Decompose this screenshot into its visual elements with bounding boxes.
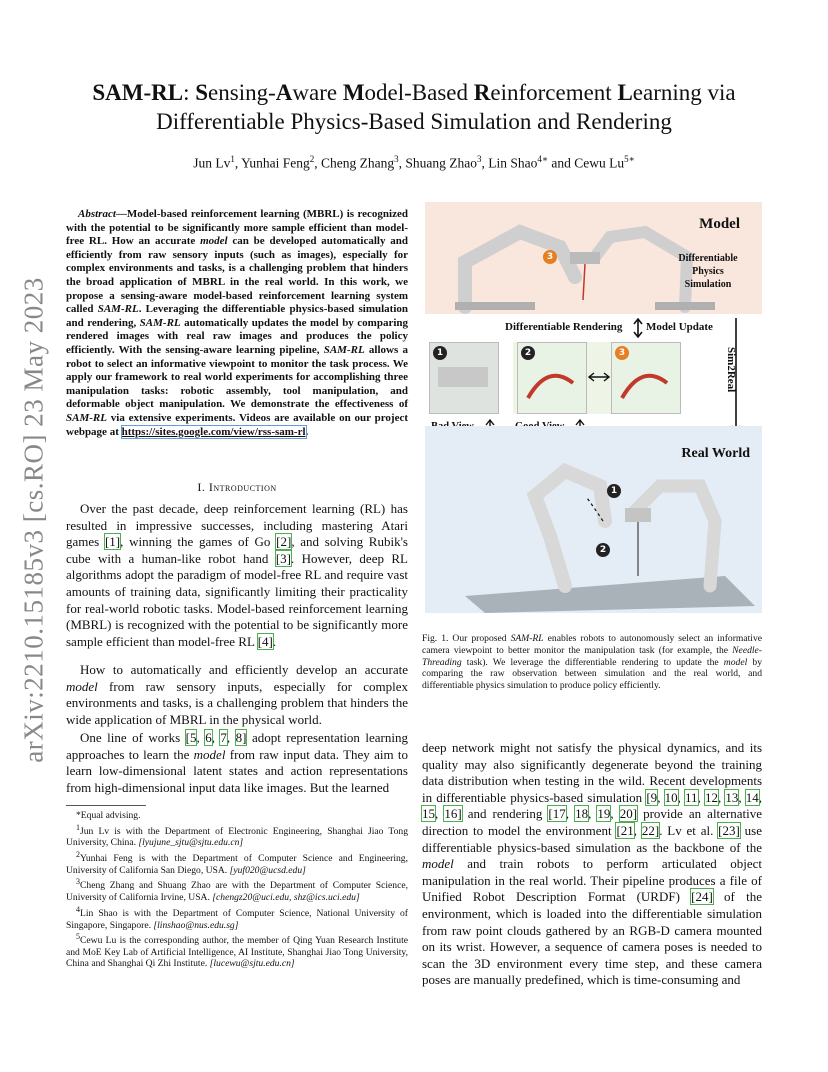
- author: Cheng Zhang: [321, 155, 395, 171]
- citation-link[interactable]: 15: [422, 806, 435, 822]
- author: Lin Shao: [488, 155, 538, 171]
- arxiv-id: arXiv:2210.15185v3 [cs.RO] 23 May 2023: [18, 277, 49, 763]
- rendering-label: Differentiable Rendering: [505, 321, 623, 333]
- physics-simulation-label: Differentiable Physics Simulation: [678, 253, 738, 290]
- citation-link[interactable]: 13: [725, 789, 739, 805]
- footnotes: [66, 810, 408, 970]
- model-update-label: Model Update: [646, 321, 713, 333]
- up-down-arrow-icon: [631, 318, 645, 338]
- author: Yunhai Feng: [241, 155, 310, 171]
- citation-link[interactable]: 18: [575, 806, 589, 822]
- citation-link[interactable]: [9: [646, 789, 658, 805]
- citation-link[interactable]: [21: [616, 822, 634, 838]
- citation-link[interactable]: 20]: [619, 806, 638, 822]
- citation-link[interactable]: 19: [597, 806, 611, 822]
- citation-link[interactable]: 16]: [444, 806, 462, 822]
- step-badge-3: 3: [543, 250, 557, 264]
- citation-link[interactable]: [2]: [276, 534, 292, 550]
- citation-link[interactable]: [3]: [275, 550, 291, 566]
- arxiv-sidebar: [14, 270, 54, 770]
- step-badge-1: 1: [607, 484, 621, 498]
- author-list: Jun Lv$^1$, Yunhai Feng$^2$, Cheng Zhang$^3$, Shuang Zhao$^3$, Lin Shao$^{4∗}$ and Cewu $Lu^{5∗}$: [193, 154, 635, 171]
- section-heading: I. Introduction: [197, 480, 277, 494]
- author: Shuang Zhao: [405, 155, 477, 171]
- citation-link[interactable]: [4]: [257, 633, 273, 649]
- citation-link[interactable]: 10: [664, 789, 678, 805]
- abstract: Abstract—Model-based reinforcement learning (MBRL) is recognized with the potential to be significantly more sample efficient than model-free RL. How an accurate model can be developed automatically and efficiently from raw sensory inputs (such as images), especially for complex environments and tasks, is a challenging problem that hinders the broad application of MBRL in the real world. In this work, we propose a sensing-aware model-based reinforcement learning system called SAM-RL. Leveraging the differentiable physics-based simulation and rendering, SAM-RL automatically updates the model by comparing rendered images with real raw images and produces the policy efficiently. With the sensing-aware learning pipeline, SAM-RL allows a robot to select an informative viewpoint to monitor the task process. We apply our framework to real world experiments for accomplishing three manipulation tasks: robotic assembly, tool manipulation, and deformable object manipulation. We demonstrate the effectiveness of SAM-RL via extensive experiments. Videos are available on our project webpage at https://sites.google.com/view/rss-sam-rl.: [66, 208, 408, 438]
- footnote-rule: [66, 805, 146, 806]
- figure-caption: Fig. 1. Our proposed SAM-RL enables robots to autonomously select an informative camera viewpoint to better monitor the manipulation task (for example, the Needle-Threading task). We leverage the differentiable rendering to update the model by comparing the raw observation between simulation and the real world, and differentiable physics simulation to produce policy efficiently.: [422, 633, 763, 692]
- left-right-arrow-icon: [588, 372, 610, 382]
- citation-link[interactable]: [24]: [691, 889, 713, 905]
- citation-link[interactable]: 14: [745, 789, 759, 805]
- step-badge-2: 2: [596, 543, 610, 557]
- author: Jun Lv: [193, 155, 231, 171]
- citation-link[interactable]: 7: [220, 730, 227, 745]
- project-webpage-link[interactable]: https://sites.google.com/view/rss-sam-rl: [121, 425, 306, 438]
- figure-1: [425, 202, 762, 617]
- citation-link[interactable]: [17: [548, 806, 566, 822]
- footnote: $^3$Cheng Zhang and Shuang Zhao are with the Department of Computer Science, University of California Irvine, USA. [chengz20@uci.edu, shz@ics.uci.edu]: [66, 877, 408, 904]
- footnote: $^5$Cewu Lu is the corresponding author, the member of Qing Yuan Research Institute and MoE Key Lab of Artificial Intelligence, AI Institute, Shanghai Jiao Tong University, China and Shanghai Qi Zhi Institute. [lucewu@sjtu.edu.cn]: [66, 932, 408, 970]
- footnote: *Equal advising.: [76, 810, 141, 821]
- citation-link[interactable]: 6: [205, 730, 212, 745]
- sim2real-label: Sim2Real: [725, 347, 737, 393]
- citation-link[interactable]: 8]: [235, 730, 247, 745]
- footnote: $^1$Jun Lv is with the Department of Electronic Engineering, Shanghai Jiao Tong University, China. [lyujune_sjtu@sjtu.edu.cn]: [66, 822, 408, 849]
- real-world-label: Real World: [681, 446, 750, 461]
- intro-paragraph-2: How to automatically and efficiently develop an accurate model from raw sensory inputs, especially for complex environments and tasks, is a challenging problem that hinders the wide application of MBRL in the physical world.: [66, 662, 408, 727]
- footnote: $^4$Lin Shao is with the Department of Computer Science, National University of Singapore, Singapore. [linshao@nus.edu.sg]: [66, 904, 408, 931]
- intro-paragraph-1: Over the past decade, deep reinforcement learning (RL) has resulted in impressive successes, including mastering Atari games [1], winning the games of Go [2], and solving Rubik's cube with a human-like robot hand [3]. However, deep RL algorithms adopt the paradigm of model-free RL and require vast amounts of training data, significantly limiting their practicality for real-world robotic tasks. Model-based reinforcement learning (MBRL) is recognized with the potential to be significantly more sample efficient than model-free RL [4].: [66, 501, 408, 649]
- model-label: Model: [699, 216, 740, 232]
- citation-link[interactable]: [5: [185, 730, 197, 745]
- step-badge-2: 2: [521, 346, 535, 360]
- citation-link[interactable]: 11: [685, 789, 698, 805]
- author: Cewu Lu: [574, 155, 625, 171]
- citation-link[interactable]: 22]: [641, 822, 660, 838]
- footnote: $^2$Yunhai Feng is with the Department of Computer Science and Engineering, University of California San Diego, USA. [yuf020@ucsd.edu]: [66, 849, 408, 876]
- citation-link[interactable]: [23]: [718, 822, 740, 838]
- citation-link[interactable]: 12: [704, 789, 718, 805]
- intro-paragraph-3: One line of works [5, 6, 7, 8] adopt representation learning approaches to learn the model from raw input data. They aim to learn low-dimensional latent states and action representations from high-dimensional input data like images. But the learned: [66, 730, 408, 795]
- title-line-2: Differentiable Physics-Based Simulation and Rendering: [156, 109, 672, 134]
- intro-paragraph-4: deep network might not satisfy the physical dynamics, and its quality may also significantly degenerate beyond the training data distribution when testing in the wild. Recent developments in differentiable physics-based simulation [9, 10, 11, 12, 13, 14, 15, 16] and rendering [17, 18, 19, 20] provide an alternative direction to model the environment [21, 22]. Lv et al. [23] use differentiable physics-based simulation as the backbone of the model and train robots to perform articulated object manipulation in the real world. Their pipeline produces a file of Unified Robot Description Format (URDF) [24] of the environment, which is loaded into the differentiable simulation from raw point clouds gathered by an RGB-D camera mounted on its wrist. However, a sequence of camera poses is needed to scan the 3D environment every time step, and these camera poses are manually predefined, which is time-consuming and: [422, 740, 763, 988]
- paper-title: [70, 78, 758, 136]
- step-badge-3: 3: [615, 346, 629, 360]
- step-badge-1: 1: [433, 346, 447, 360]
- title-line-1: SAM-RL: Sensing-Aware Model-Based Reinforcement Learning via: [92, 80, 736, 105]
- model-panel: [425, 202, 762, 314]
- citation-link[interactable]: [1]: [104, 534, 121, 550]
